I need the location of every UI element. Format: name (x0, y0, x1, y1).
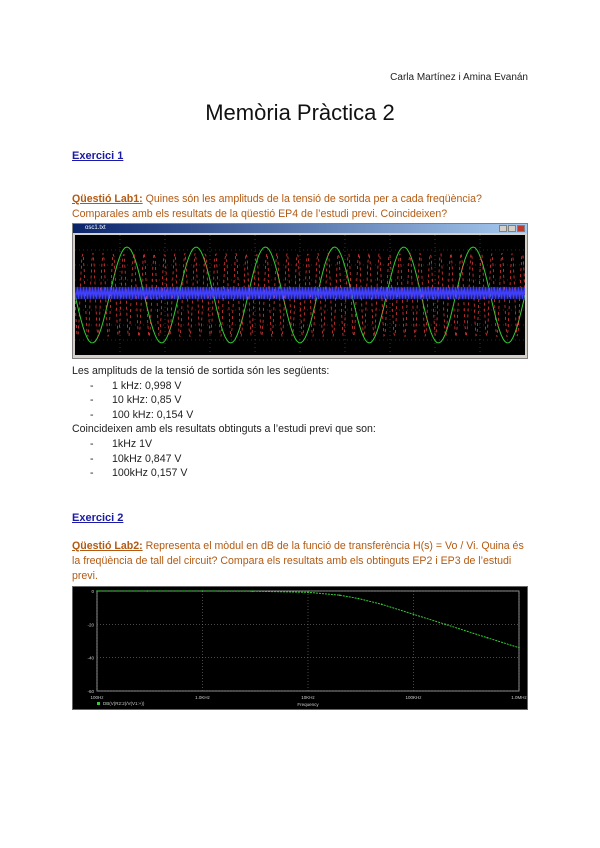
x-tick-label: 1.0KHz (195, 695, 210, 700)
answer-intro: Les amplituds de la tensió de sortida són les següents: (72, 365, 330, 377)
bode-plot-svg (73, 587, 527, 709)
x-tick-label: 10KHz (301, 695, 315, 700)
page-title: Memòria Pràctica 2 (205, 100, 395, 125)
x-tick-label: 100KHz (405, 695, 422, 700)
question-lab1-text: Quines són les amplituds de la tensió de sortida per a cada freqüència? Comparales amb els resultats de la qüestió EP4 de l’estudi previ. Coincideixen? (72, 193, 482, 220)
data-point (358, 598, 360, 600)
oscilloscope-traces (75, 235, 525, 355)
oscilloscope-window-title: osc1.txt (85, 225, 106, 231)
question-lab1-label: Qüestió Lab1: (72, 193, 143, 205)
exercise-1-heading: Exercici 1 (72, 150, 124, 162)
list-item: - 10 kHz: 0,85 V (90, 393, 532, 408)
trace-100khz (75, 287, 525, 299)
question-lab2 (72, 539, 532, 584)
data-point (518, 647, 520, 649)
close-icon (517, 225, 525, 232)
oscilloscope-screenshot (72, 223, 528, 359)
data-point (339, 594, 341, 596)
oscilloscope-screen (75, 235, 525, 355)
x-tick-label: 100Hz (90, 695, 104, 700)
legend-swatch (97, 702, 100, 705)
data-point (381, 604, 383, 606)
data-point (445, 624, 447, 626)
data-point (486, 637, 488, 639)
comparison-intro: Coincideixen amb els resultats obtinguts a l’estudi previ que son: (72, 423, 376, 436)
data-point (147, 590, 149, 592)
author-line: Carla Martínez i Amina Evanán (390, 72, 528, 83)
y-tick-label: -60 (87, 689, 94, 694)
list-item: - 100kHz 0,157 V (90, 466, 532, 481)
y-tick-label: -40 (87, 655, 94, 661)
list-item: - 1kHz 1V (90, 437, 532, 452)
maximize-icon (508, 225, 516, 232)
previous-results-list (72, 437, 532, 481)
exercise-2-heading: Exercici 2 (72, 512, 124, 524)
data-point (307, 592, 309, 594)
oscilloscope-titlebar (73, 224, 527, 233)
legend-entry: DB(V(R2:2)/V(V1:+)) (103, 701, 145, 706)
bode-plot (72, 586, 528, 710)
exercise-1-answer (72, 364, 532, 481)
minimize-icon (499, 225, 507, 232)
list-item: - 10kHz 0,847 V (90, 452, 532, 467)
window-buttons (499, 225, 525, 232)
list-item: - 1 kHz: 0,998 V (90, 379, 532, 394)
y-tick-label: -20 (87, 622, 94, 628)
question-lab2-label: Qüestió Lab2: (72, 540, 143, 552)
question-lab1 (72, 192, 532, 222)
x-tick-label: 1.0MHz (511, 695, 527, 700)
y-tick-label: 0 (91, 589, 94, 594)
data-point (252, 590, 254, 592)
data-point (413, 614, 415, 616)
question-lab2-text: Representa el mòdul en dB de la funció de transferència H(s) = Vo / Vi. Quina és la freqüència de tall del circuit? Compara els resultats amb els obtinguts EP2 i EP3 de l’estudi previ. (72, 540, 524, 582)
data-point (202, 590, 204, 592)
amplitudes-list (72, 379, 532, 423)
data-point (96, 590, 98, 592)
list-item: - 100 kHz: 0,154 V (90, 408, 532, 423)
x-axis-label: Frequency (297, 702, 319, 707)
